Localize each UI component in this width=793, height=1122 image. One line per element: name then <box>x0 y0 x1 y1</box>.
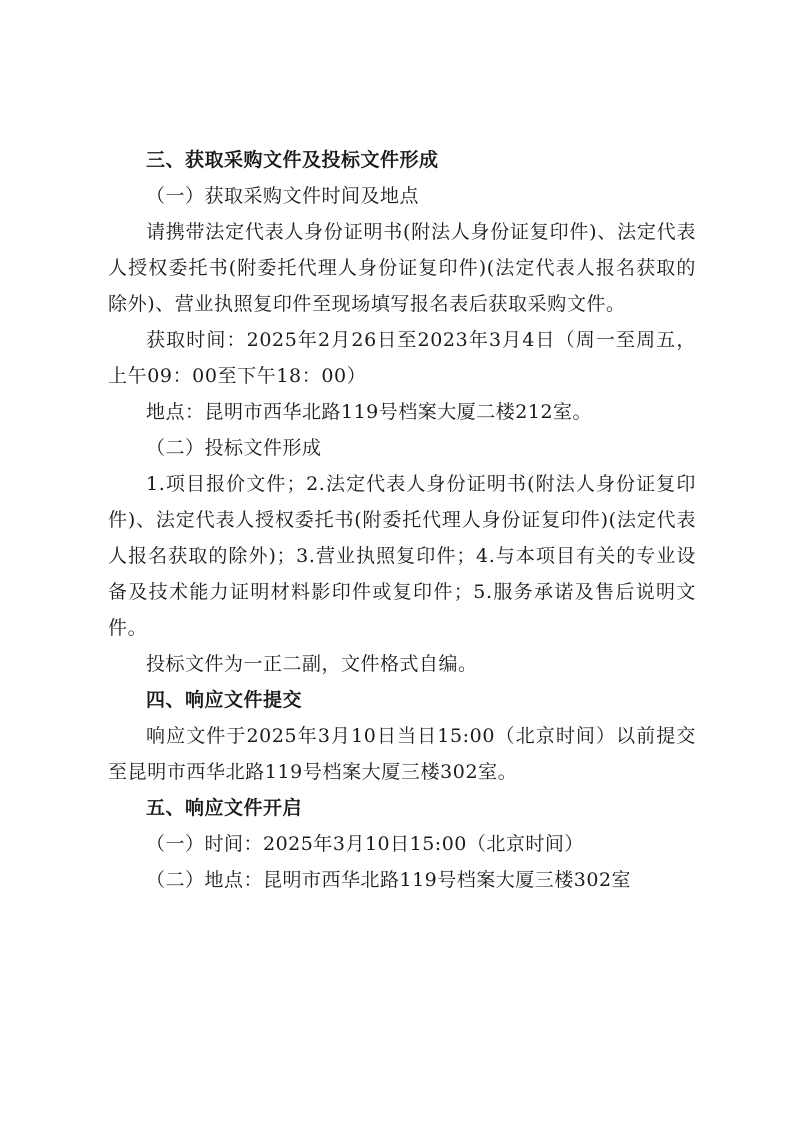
section-3-1-place: 地点：昆明市西华北路119号档案大厦二楼212室。 <box>146 401 593 423</box>
section-5-time: （一）时间：2025年3月10日15:00（北京时间） <box>146 833 584 855</box>
section-5-heading: 五、响应文件开启 <box>146 797 303 819</box>
section-3-heading: 三、获取采购文件及投标文件形成 <box>146 149 439 171</box>
section-3-2-note: 投标文件为一正二副，文件格式自编。 <box>146 653 478 675</box>
section-3-1-time: 获取时间：2025年2月26日至2023年3月4日（周一至周五，上午09：00至下午18：00） <box>108 329 696 387</box>
section-5-place: （二）地点：昆明市西华北路119号档案大厦三楼302室 <box>146 869 632 891</box>
section-3-1-heading: （一）获取采购文件时间及地点 <box>146 185 420 207</box>
section-3-1-paragraph: 请携带法定代表人身份证明书(附法人身份证复印件)、法定代表人授权委托书(附委托代理人身份证复印件)(法定代表人报名获取的除外)、营业执照复印件至现场填写报名表后获取采购文件。 <box>108 221 696 315</box>
section-4-paragraph: 响应文件于2025年3月10日当日15:00（北京时间）以前提交至昆明市西华北路119号档案大厦三楼302室。 <box>108 725 696 783</box>
section-4-heading: 四、响应文件提交 <box>146 689 303 711</box>
section-3-2-heading: （二）投标文件形成 <box>146 437 322 459</box>
section-3-2-paragraph: 1.项目报价文件；2.法定代表人身份证明书(附法人身份证复印件)、法定代表人授权委托书(附委托代理人身份证复印件)(法定代表人报名获取的除外)；3.营业执照复印件；4.与本项目有关的专业设备及技术能力证明材料影印件或复印件；5.服务承诺及售后说明文件。 <box>108 473 696 639</box>
document-body <box>108 142 696 898</box>
